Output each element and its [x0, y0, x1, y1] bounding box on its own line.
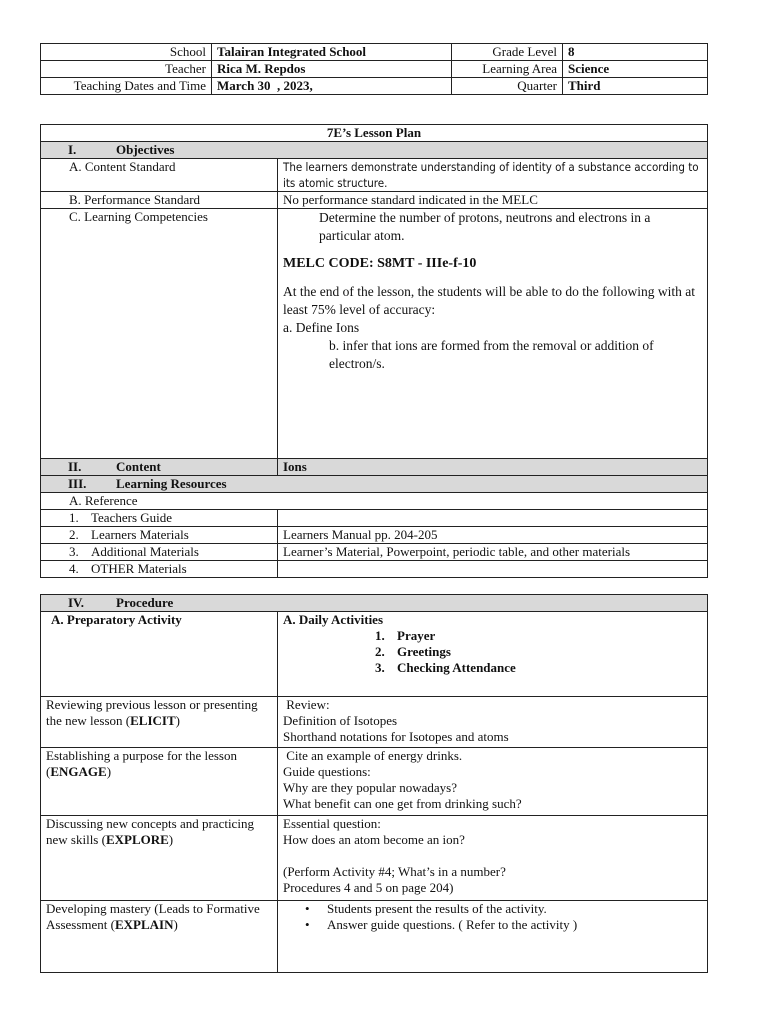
daily-activity-text: Prayer: [397, 628, 436, 643]
explore-line: How does an atom become an ion?: [283, 832, 465, 847]
objective-a: a. Define Ions: [283, 320, 360, 335]
additional-materials-label: 3. Additional Materials: [41, 544, 278, 561]
learning-resources-heading: III. Learning Resources: [41, 476, 708, 493]
engage-content: [278, 748, 708, 816]
explain-bullet-item: [283, 901, 702, 917]
header-table: [40, 43, 708, 95]
elicit-content: [278, 697, 708, 748]
daily-activity-number: 2.: [375, 644, 385, 659]
teachers-guide-value: [278, 510, 708, 527]
objective-b: b. infer that ions are formed from the removal or addition of electron/s.: [329, 338, 654, 371]
grade-label: Grade Level: [452, 44, 563, 61]
engage-label: Establishing a purpose for the lesson (ENGAGE): [41, 748, 278, 816]
elicit-line: Definition of Isotopes: [283, 713, 398, 728]
engage-line: What benefit can one get from drinking such?: [283, 796, 522, 811]
objectives-heading: I. Objectives: [41, 142, 708, 159]
explore-line: [283, 848, 702, 864]
objectives-intro: At the end of the lesson, the students will be able to do the following with at least 75% level of accuracy:: [283, 284, 696, 317]
explain-bullet-text: Students present the results of the activity.: [327, 901, 547, 916]
teacher-label: Teacher: [41, 61, 212, 78]
elicit-line: Shorthand notations for Isotopes and atoms: [283, 729, 509, 744]
dates-value: March 30 , 2023,: [212, 78, 452, 95]
content-value: Ions: [278, 459, 708, 476]
procedure-table: [40, 594, 708, 973]
learners-materials-label: 2. Learners Materials: [41, 527, 278, 544]
daily-activities-title: A. Daily Activities: [283, 612, 384, 627]
explore-line: (Perform Activity #4; What’s in a number?: [283, 864, 506, 879]
melc-code: MELC CODE: S8MT - IIIe-f-10: [283, 256, 477, 271]
teachers-guide-label: 1. Teachers Guide: [41, 510, 278, 527]
elicit-line: Review:: [283, 697, 330, 712]
daily-activity-text: Checking Attendance: [397, 660, 516, 675]
learning-competencies-cell: [278, 209, 708, 459]
teacher-value: Rica M. Repdos: [212, 61, 452, 78]
additional-materials-value: Learner’s Material, Powerpoint, periodic table, and other materials: [278, 544, 708, 561]
content-standard-text: The learners demonstrate understanding of identity of a substance according to its atomic structure.: [278, 159, 708, 192]
school-value: Talairan Integrated School: [212, 44, 452, 61]
content-heading: II. Content: [41, 459, 278, 476]
competency-text: Determine the number of protons, neutrons and electrons in a particular atom.: [319, 210, 651, 243]
engage-line: Why are they popular nowadays?: [283, 780, 457, 795]
area-value: Science: [563, 61, 708, 78]
quarter-value: Third: [563, 78, 708, 95]
daily-activity-number: 3.: [375, 660, 385, 675]
bullet-icon: •: [305, 901, 310, 916]
explore-line: Procedures 4 and 5 on page 204): [283, 880, 454, 895]
bullet-icon: •: [305, 917, 310, 932]
area-label: Learning Area: [452, 61, 563, 78]
plan-title: 7E’s Lesson Plan: [41, 125, 708, 142]
learners-materials-value: Learners Manual pp. 204-205: [278, 527, 708, 544]
daily-activity-text: Greetings: [397, 644, 451, 659]
explain-content: [278, 901, 708, 973]
explain-bullet-text: Answer guide questions. ( Refer to the activity ): [327, 917, 578, 932]
daily-activity-item: [375, 644, 702, 660]
dates-label: Teaching Dates and Time: [41, 78, 212, 95]
learning-competencies-label: C. Learning Competencies: [41, 209, 278, 459]
explain-label: Developing mastery (Leads to Formative Assessment (EXPLAIN): [41, 901, 278, 973]
reference-label: A. Reference: [41, 493, 708, 510]
explore-content: [278, 816, 708, 901]
daily-activities-list: [283, 628, 702, 676]
elicit-label: Reviewing previous lesson or presenting the new lesson (ELICIT): [41, 697, 278, 748]
content-standard-label: A. Content Standard: [41, 159, 278, 192]
daily-activity-item: [375, 628, 702, 644]
performance-standard-label: B. Performance Standard: [41, 192, 278, 209]
grade-value: 8: [563, 44, 708, 61]
performance-standard-text: No performance standard indicated in the MELC: [278, 192, 708, 209]
procedure-heading: IV. Procedure: [41, 595, 708, 612]
other-materials-value: [278, 561, 708, 578]
explore-line: Essential question:: [283, 816, 381, 831]
preparatory-activity-label: A. Preparatory Activity: [41, 612, 278, 697]
explain-bullet-item: [283, 917, 702, 933]
engage-line: Cite an example of energy drinks.: [283, 748, 463, 763]
daily-activity-number: 1.: [375, 628, 385, 643]
explore-label: Discussing new concepts and practicing new skills (EXPLORE): [41, 816, 278, 901]
engage-line: Guide questions:: [283, 764, 371, 779]
other-materials-label: 4. OTHER Materials: [41, 561, 278, 578]
school-label: School: [41, 44, 212, 61]
daily-activities-cell: [278, 612, 708, 697]
quarter-label: Quarter: [452, 78, 563, 95]
daily-activity-item: [375, 660, 702, 676]
lesson-plan-table: [40, 124, 708, 578]
